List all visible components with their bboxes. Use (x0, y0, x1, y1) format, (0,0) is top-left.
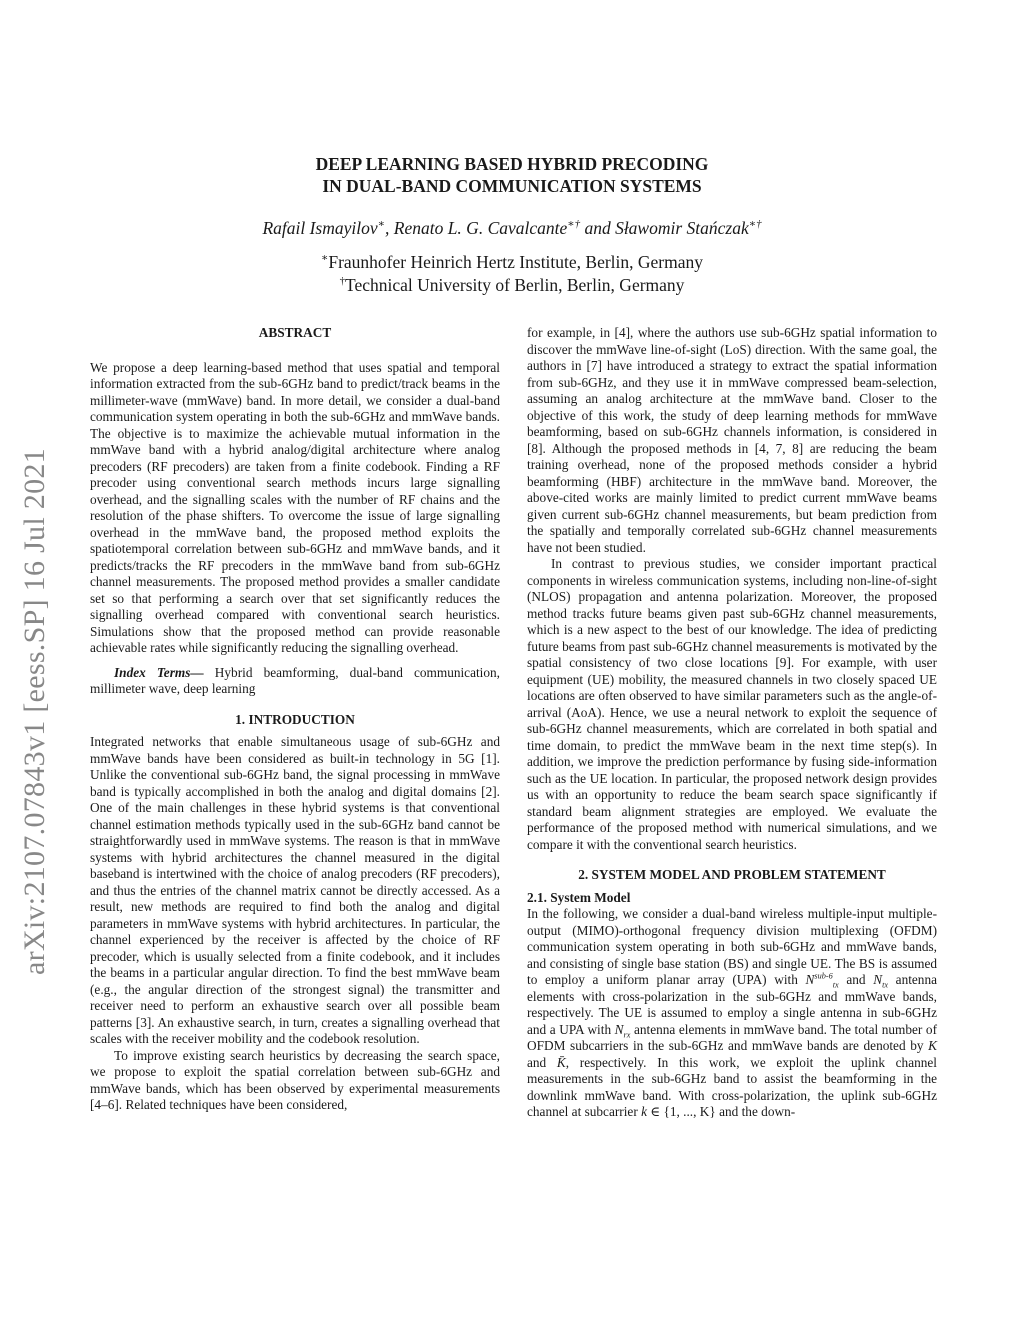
author-list: Rafail Ismayilov∗, Renato L. G. Cavalcante∗† and Sławomir Stańczak∗† (262, 218, 762, 238)
intro-paragraph-1: Integrated networks that enable simultaneous usage of sub-6GHz and mmWave bands have been considered as built-in technology in 5G [1]. Unlike the conventional sub-6GHz band, the signal processing in mmWave band is typically accomplished in both the analog and digital domains [2]. One of the main challenges in these hybrid systems is that conventional channel estimation methods typically used in the sub-6GHz band cannot be straightforwardly used in mmWave systems. The reason is that in mmWave systems with hybrid architectures the channel measured in the digital baseband is intertwined with the choice of analog precoders (RF precoders), and thus the entries of the channel matrix cannot be directly accessed. As a result, new methods are required to find both the analog and digital parameters in mmWave systems with hybrid architectures. In particular, the channel experienced by the receiver is affected by the choice of RF precoder, which is usually selected from a finite codebook, and it includes the beams in a particular angular direction. To find the best mmWave beam (e.g., the angular direction of the strongest signal) the transmitter and receiver need to perform an exhaustive search over all possible beam patterns [3]. An exhaustive search, in turn, creates a signalling overhead that scales with the receiver mobility and the codebook resolution. (90, 734, 500, 1046)
affiliation-2-text: Technical University of Berlin, Berlin, Germany (344, 275, 685, 295)
system-text-4: antenna elements in mmWave band. The total number of OFDM subcarriers in the sub-6GHz and mmWave bands are denoted by (527, 1021, 937, 1053)
math-n-sub6: $N^{sub-6}_{tx}$ (805, 971, 839, 990)
system-text-6: , respectively. In this work, we exploit the uplink channel measurements in the sub-6GHz band to assist the beamforming in the downlink mmWave band. With cross-polarization, the uplink sub-6GHz channel at subcarrier (527, 1054, 938, 1119)
math-k-bar: K̄ (556, 1054, 566, 1070)
math-k-small: k (641, 1104, 647, 1119)
affiliation-2 (0, 275, 1024, 296)
math-set-expr: ∈ {1, ..., K} (646, 1104, 716, 1119)
paper-title-line-1: DEEP LEARNING BASED HYBRID PRECODING (315, 154, 709, 174)
math-n-rx: $N_{rx}$ (614, 1021, 631, 1040)
intro-paragraph-3: for example, in [4], where the authors use sub-6GHz spatial information to discover the mmWave line-of-sight (LoS) direction. With the same goal, the authors in [7] have introduced a strategy to extract the spatial information from sub-6GHz, and they use it in mmWave compressed beam-selection, assuming an analog architecture at the mmWave band. Closer to the objective of this work, the study of deep learning methods for mmWave beamforming, based on sub-6GHz channels information, is considered in [8]. Although the proposed methods in [4, 7, 8] are reducing the beam training overhead, none of the proposed methods consider a hybrid beamforming (HBF) architecture in the mmWave band. Moreover, the above-cited works are mainly limited to predict current mmWave beams given current sub-6GHz channel measurements, but beam prediction from the spatially and temporally correlated sub-6GHz channel measurements have not been studied. (527, 325, 937, 555)
affiliation-1-mark: ∗ (320, 252, 329, 265)
author-separator: and (580, 218, 616, 238)
index-terms-text: Hybrid beamforming, dual-band communication, millimeter wave, deep learning (90, 664, 500, 696)
author-1-mark: ∗ (377, 218, 385, 231)
system-text-7: and the down- (715, 1104, 796, 1119)
system-text-3: antenna elements with cross-polarization in the sub-6GHz and mmWave bands, respectively. The UE is assumed to employ a single antenna in sub-6GHz and a UPA with (527, 972, 938, 1037)
paper-title-line-2: IN DUAL-BAND COMMUNICATION SYSTEMS (322, 176, 702, 196)
system-model-paragraph (527, 906, 937, 1121)
introduction-heading: 1. INTRODUCTION (235, 711, 355, 727)
math-k: K (928, 1038, 937, 1053)
system-text-2: and (838, 972, 874, 987)
left-column (90, 325, 500, 1114)
arxiv-identifier: arXiv:2107.07843v1 [eess.SP] 16 Jul 2021 (18, 448, 51, 975)
affiliation-1 (0, 252, 1024, 273)
system-model-subheading: 2.1. System Model (527, 889, 631, 905)
affiliation-1-text: Fraunhofer Heinrich Hertz Institute, Berlin, Germany (328, 252, 704, 272)
math-n-tx: $N_{tx}$ (873, 972, 889, 990)
author-3-mark: ∗† (748, 218, 762, 231)
author-3: Sławomir Stańczak (615, 218, 749, 238)
affiliation-2-mark: † (339, 275, 345, 288)
system-text-5: and (527, 1054, 557, 1070)
system-text-1: In the following, we consider a dual-band wireless multiple-input multiple-output (MIMO)-orthogonal frequency division multiplexing (OFDM) communication system operating in both sub-6GHz and mmWave bands, and consisting of single base station (BS) and single UE. The BS is assumed to employ a uniform planar array (UPA) with (527, 906, 937, 987)
index-terms-label: Index Terms— (114, 664, 204, 680)
abstract-heading: ABSTRACT (258, 325, 332, 340)
system-model-heading: 2. SYSTEM MODEL AND PROBLEM STATEMENT (578, 867, 886, 882)
index-terms (90, 665, 500, 698)
author-2-mark: ∗† (567, 218, 581, 231)
author-1: Rafail Ismayilov (262, 218, 378, 238)
abstract-text: We propose a deep learning-based method that uses spatial and temporal information extracted from the sub-6GHz band to predict/track beams in the millimeter-wave (mmWave) band. In more detail, we consider a dual-band communication system operating in both the sub-6GHz and mmWave bands. The objective is to maximize the achievable mutual information in the mmWave band with a hybrid analog/digital architecture where analog precoders (RF precoders) are taken from a finite codebook. Finding a RF precoder using conventional search methods incurs large signalling overhead, and the signalling scales with the number of RF chains and the resolution of the phase shifters. To overcome the issue of large signalling overhead in the mmWave band, the proposed method exploits the spatiotemporal correlation between sub-6GHz and mmWave bands, and it predicts/tracks the RF precoders in the mmWave band from sub-6GHz channel measurements. The proposed method provides a smaller candidate set so that performing a search over that set significantly reduces the signalling overhead compared with conventional search heuristics. Simulations show that the proposed method can provide reasonable achievable rates while significantly reducing the signalling overhead. (90, 359, 500, 655)
author-2: Renato L. G. Cavalcante (393, 218, 568, 238)
intro-paragraph-4: In contrast to previous studies, we consider important practical components in wireless communication systems, including non-line-of-sight (NLOS) propagation and antenna polarization. Moreover, the proposed method tracks future beams given past sub-6GHz channel measurements, which is a new aspect to the best of our knowledge. The idea of predicting future beams from past sub-6GHz channel measurements is motivated by the spatial consistency of two close locations [9]. For example, with user equipment (UE) mobility, the measured channels in two closely spaced UE locations are often observed to have similar parameters such as the angle-of-arrival (AoA). Hence, we use a neural network to exploit the sequence of sub-6GHz channel measurements, which are correlated in both spatial and time domain, to predict the mmWave beam in the next time step(s). In addition, we improve the prediction performance by fusing side-information such as the UE location. In particular, the proposed network design provides us with an opportunity to reduce the beam search space significantly if standard beam alignment strategies are employed. We evaluate the performance of the proposed method with numerical simulations, and we compare it with the conventional search heuristics. (527, 556, 937, 852)
intro-paragraph-2: To improve existing search heuristics by decreasing the search space, we propose to exploit the spatial correlation between sub-6GHz and mmWave bands, which has been observed by experimental measurements [4–6]. Related techniques have been considered, (90, 1047, 500, 1112)
right-column (527, 325, 937, 1121)
